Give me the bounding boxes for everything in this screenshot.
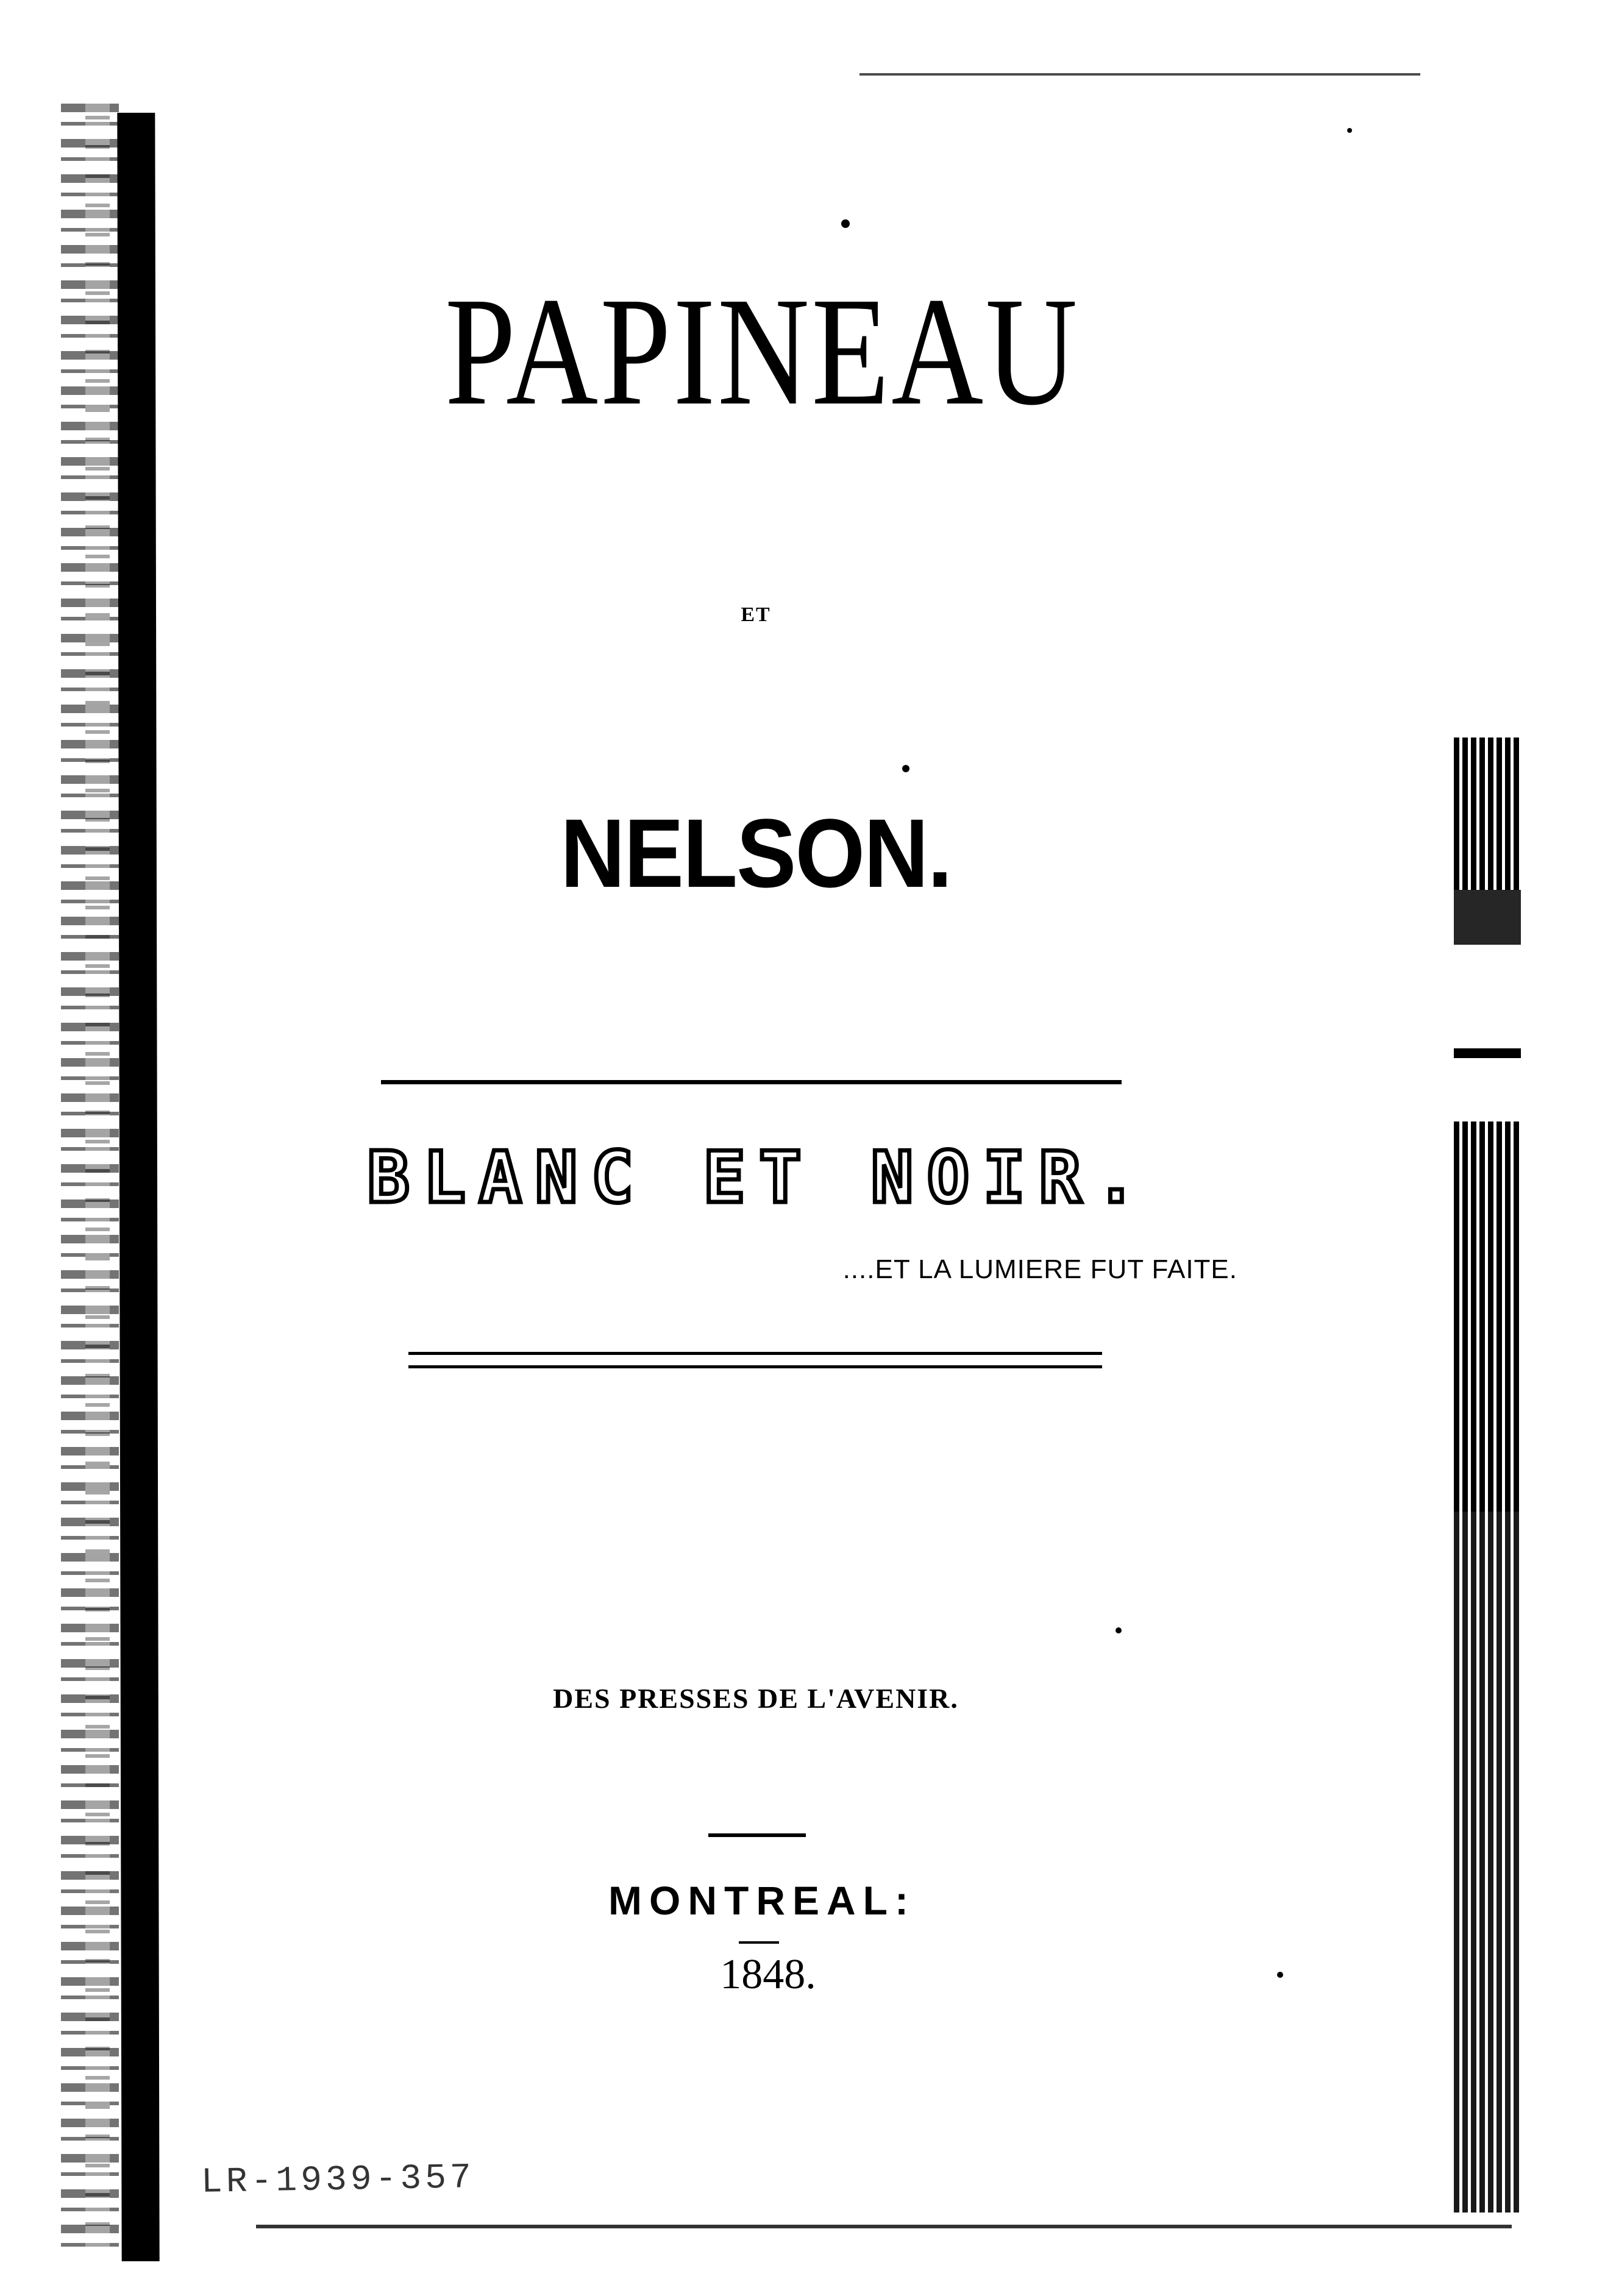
- publication-year: 1848.: [720, 1951, 816, 1998]
- scan-edge-noise-right: [1454, 1121, 1521, 1512]
- ink-speck: [1116, 1627, 1122, 1633]
- publication-city: MONTREAL:: [608, 1878, 916, 1923]
- ink-speck: [1277, 1972, 1283, 1978]
- binding-shadow-bar: [117, 113, 159, 2261]
- double-rule-upper: [408, 1352, 1102, 1355]
- divider-rule-top: [381, 1080, 1122, 1084]
- scan-edge-noise-right: [1454, 890, 1521, 945]
- book-title: PAPINEAU: [444, 266, 1080, 438]
- scan-top-edge-line: [859, 73, 1420, 76]
- scan-bottom-edge-line: [256, 2225, 1512, 2228]
- subtitle-name: NELSON.: [560, 798, 952, 908]
- scan-edge-noise-right: [1454, 1048, 1521, 1058]
- double-rule-lower: [408, 1365, 1102, 1368]
- ink-speck: [1347, 128, 1352, 133]
- handwritten-catalog-mark: LR-1939-357: [201, 2158, 475, 2203]
- short-rule-small: [739, 1941, 779, 1944]
- scan-edge-noise-left-inner: [85, 104, 110, 2249]
- short-rule: [708, 1833, 806, 1837]
- scan-edge-noise-right: [1454, 1512, 1521, 2212]
- epigraph: ....ET LA LUMIERE FUT FAITE.: [842, 1254, 1237, 1284]
- motto: BLANC ET NOIR.: [367, 1137, 1151, 1219]
- scan-edge-noise-right: [1454, 737, 1521, 890]
- ink-speck: [902, 765, 909, 772]
- publisher-line: DES PRESSES DE L'AVENIR.: [553, 1683, 959, 1714]
- conjunction: ET: [741, 603, 771, 626]
- ink-speck: [841, 219, 850, 228]
